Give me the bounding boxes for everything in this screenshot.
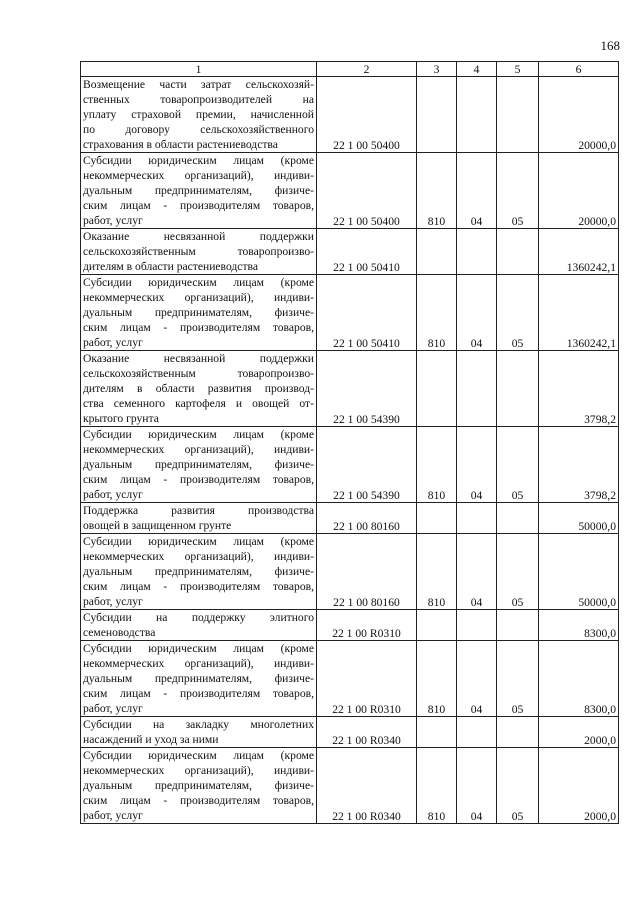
description-line: по договору сельскохозяйственного	[83, 123, 314, 136]
description-line: некоммерческих организаций), индиви-	[83, 443, 314, 456]
row-type-code: 810	[417, 427, 457, 503]
description-line: ственных товаропроизводителей на	[83, 93, 314, 106]
row-amount: 50000,0	[539, 534, 619, 610]
description-line: дителям в области растениеводства	[83, 260, 258, 273]
row-subsection: 05	[497, 748, 539, 824]
description-line: работ, услуг	[83, 214, 143, 227]
row-code: 22 1 00 R0340	[317, 748, 417, 824]
table-row	[81, 427, 619, 503]
description-line: некоммерческих организаций), индиви-	[83, 657, 314, 670]
row-amount: 8300,0	[539, 610, 619, 641]
row-amount: 2000,0	[539, 748, 619, 824]
description-line: Субсидии юридическим лицам (кроме	[83, 749, 314, 762]
description-line: сельскохозяйственным товаропроизво-	[83, 367, 314, 380]
column-header: 6	[539, 62, 619, 77]
description-line: некоммерческих организаций), индиви-	[83, 550, 314, 563]
description-line: дуальным предпринимателям, физиче-	[83, 306, 314, 319]
row-section	[457, 503, 497, 534]
description-line: Субсидии на закладку многолетних	[83, 718, 314, 731]
table-row	[81, 351, 619, 427]
description-line: уплату страховой премии, начисленной	[83, 108, 314, 121]
row-description	[81, 351, 317, 427]
description-line: Оказание несвязанной поддержки	[83, 230, 314, 243]
description-line: ским лицам - производителям товаров,	[83, 473, 314, 486]
description-line: ства семенного картофеля и овощей от-	[83, 397, 314, 410]
row-section: 04	[457, 748, 497, 824]
row-code: 22 1 00 54390	[317, 351, 417, 427]
row-section: 04	[457, 153, 497, 229]
row-amount: 1360242,1	[539, 275, 619, 351]
description-line: Поддержка развития производства	[83, 504, 314, 517]
row-subsection: 05	[497, 275, 539, 351]
budget-table	[80, 61, 619, 824]
row-section	[457, 229, 497, 275]
row-section: 04	[457, 427, 497, 503]
description-line: Субсидии на поддержку элитного	[83, 611, 314, 624]
row-code: 22 1 00 54390	[317, 427, 417, 503]
row-subsection: 05	[497, 153, 539, 229]
description-line: дуальным предпринимателям, физиче-	[83, 184, 314, 197]
row-subsection	[497, 229, 539, 275]
row-type-code	[417, 717, 457, 748]
description-line: работ, услуг	[83, 809, 143, 822]
description-line: работ, услуг	[83, 595, 143, 608]
row-amount: 2000,0	[539, 717, 619, 748]
row-code: 22 1 00 50410	[317, 275, 417, 351]
table-row	[81, 229, 619, 275]
column-header: 2	[317, 62, 417, 77]
row-code: 22 1 00 50400	[317, 77, 417, 153]
table-row	[81, 153, 619, 229]
row-description	[81, 610, 317, 641]
description-line: дуальным предпринимателям, физиче-	[83, 779, 314, 792]
row-section: 04	[457, 534, 497, 610]
row-amount: 3798,2	[539, 427, 619, 503]
row-subsection	[497, 351, 539, 427]
column-header: 5	[497, 62, 539, 77]
table-row	[81, 610, 619, 641]
row-code: 22 1 00 R0310	[317, 610, 417, 641]
row-description	[81, 748, 317, 824]
description-line: работ, услуг	[83, 336, 143, 349]
description-line: дуальным предпринимателям, физиче-	[83, 458, 314, 471]
description-line: Субсидии юридическим лицам (кроме	[83, 276, 314, 289]
description-line: Оказание несвязанной поддержки	[83, 352, 314, 365]
row-subsection: 05	[497, 534, 539, 610]
row-description	[81, 153, 317, 229]
row-description	[81, 641, 317, 717]
description-line: работ, услуг	[83, 702, 143, 715]
description-line: Субсидии юридическим лицам (кроме	[83, 642, 314, 655]
table-row	[81, 503, 619, 534]
row-code: 22 1 00 80160	[317, 503, 417, 534]
row-section	[457, 717, 497, 748]
description-line: дуальным предпринимателям, физиче-	[83, 672, 314, 685]
description-line: овощей в защищенном грунте	[83, 519, 232, 532]
row-type-code: 810	[417, 534, 457, 610]
row-subsection	[497, 77, 539, 153]
row-description	[81, 229, 317, 275]
row-section	[457, 610, 497, 641]
row-section	[457, 77, 497, 153]
row-description	[81, 534, 317, 610]
row-section	[457, 351, 497, 427]
row-type-code: 810	[417, 153, 457, 229]
row-description	[81, 427, 317, 503]
row-subsection: 05	[497, 427, 539, 503]
row-subsection	[497, 610, 539, 641]
table-row	[81, 641, 619, 717]
row-type-code: 810	[417, 641, 457, 717]
row-subsection	[497, 717, 539, 748]
row-type-code	[417, 610, 457, 641]
description-line: дителям в области развития производ-	[83, 382, 314, 395]
description-line: крытого грунта	[83, 412, 159, 425]
description-line: ским лицам - производителям товаров,	[83, 321, 314, 334]
row-code: 22 1 00 50410	[317, 229, 417, 275]
row-amount: 20000,0	[539, 153, 619, 229]
row-subsection	[497, 503, 539, 534]
row-code: 22 1 00 R0310	[317, 641, 417, 717]
page-number: 168	[600, 38, 620, 53]
row-type-code	[417, 503, 457, 534]
row-type-code	[417, 229, 457, 275]
row-subsection: 05	[497, 641, 539, 717]
description-line: работ, услуг	[83, 488, 143, 501]
row-code: 22 1 00 50400	[317, 153, 417, 229]
description-line: сельскохозяйственным товаропроизво-	[83, 245, 314, 258]
row-description	[81, 717, 317, 748]
row-type-code	[417, 351, 457, 427]
description-line: некоммерческих организаций), индиви-	[83, 764, 314, 777]
description-line: ским лицам - производителям товаров,	[83, 580, 314, 593]
row-type-code: 810	[417, 275, 457, 351]
description-line: Субсидии юридическим лицам (кроме	[83, 535, 314, 548]
table-row	[81, 717, 619, 748]
table-row	[81, 275, 619, 351]
row-code: 22 1 00 80160	[317, 534, 417, 610]
row-amount: 1360242,1	[539, 229, 619, 275]
description-line: ским лицам - производителям товаров,	[83, 794, 314, 807]
row-amount: 3798,2	[539, 351, 619, 427]
row-amount: 50000,0	[539, 503, 619, 534]
table-row	[81, 748, 619, 824]
description-line: семеноводства	[83, 626, 156, 639]
table-row	[81, 77, 619, 153]
row-type-code: 810	[417, 748, 457, 824]
row-description	[81, 503, 317, 534]
description-line: Субсидии юридическим лицам (кроме	[83, 154, 314, 167]
row-code: 22 1 00 R0340	[317, 717, 417, 748]
description-line: Возмещение части затрат сельскохозяй-	[83, 78, 314, 91]
header-row	[81, 62, 619, 77]
column-header: 3	[417, 62, 457, 77]
description-line: страхования в области растениеводства	[83, 138, 278, 151]
row-section: 04	[457, 641, 497, 717]
row-amount: 20000,0	[539, 77, 619, 153]
row-amount: 8300,0	[539, 641, 619, 717]
description-line: ским лицам - производителям товаров,	[83, 687, 314, 700]
description-line: некоммерческих организаций), индиви-	[83, 291, 314, 304]
description-line: некоммерческих организаций), индиви-	[83, 169, 314, 182]
column-header: 1	[81, 62, 317, 77]
description-line: Субсидии юридическим лицам (кроме	[83, 428, 314, 441]
row-type-code	[417, 77, 457, 153]
table-row	[81, 534, 619, 610]
row-description	[81, 275, 317, 351]
row-section: 04	[457, 275, 497, 351]
row-description	[81, 77, 317, 153]
description-line: ским лицам - производителям товаров,	[83, 199, 314, 212]
description-line: насаждений и уход за ними	[83, 733, 219, 746]
column-header: 4	[457, 62, 497, 77]
description-line: дуальным предпринимателям, физиче-	[83, 565, 314, 578]
